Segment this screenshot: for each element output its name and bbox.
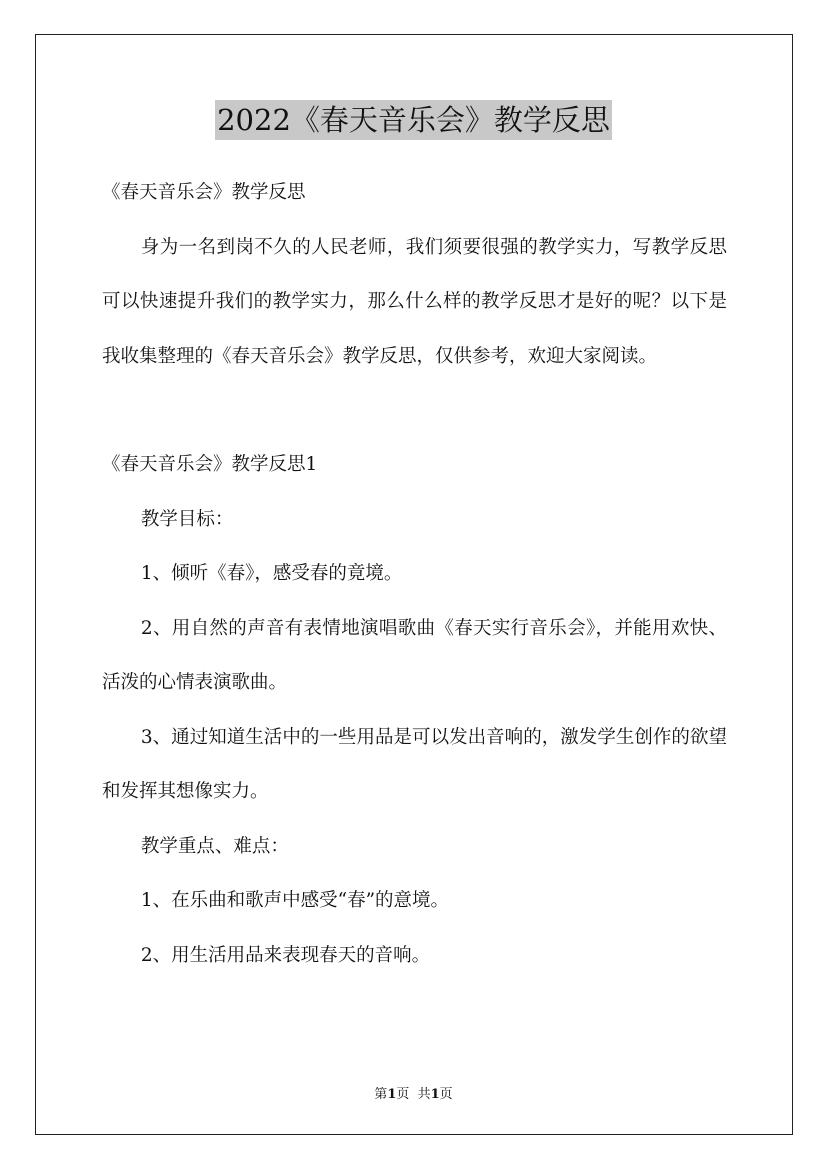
- document-title: 2022《春天音乐会》教学反思: [215, 100, 612, 140]
- footer-suffix: 页: [439, 1087, 453, 1102]
- title-container: [0, 100, 827, 140]
- footer-middle: 页 共: [396, 1087, 431, 1102]
- subtitle: 《春天音乐会》教学反思: [102, 182, 306, 203]
- intro-paragraph: 身为一名到岗不久的人民老师，我们须要很强的教学实力，写教学反思可以快速提升我们的教学实力，那么什么样的教学反思才是好的呢？以下是我收集整理的《春天音乐会》教学反思，仅供参考，欢迎大家阅读。: [102, 236, 727, 367]
- key-point-item: 2、用生活用品来表现春天的音响。: [140, 944, 431, 966]
- spacer: [102, 384, 727, 438]
- goal-item: 3、通过知道生活中的一些用品是可以发出音响的，激发学生创作的欲望和发挥其想像实力。: [102, 726, 727, 802]
- footer-page-number: 1: [387, 1087, 397, 1102]
- goal-item: 2、用自然的声音有表情地演唱歌曲《春天实行音乐会》，并能用欢快、活泼的心情表演歌曲。: [102, 617, 727, 693]
- key-point-item: 1、在乐曲和歌声中感受“春”的意境。: [140, 890, 450, 911]
- page-footer: [0, 1083, 827, 1102]
- document-body: [102, 166, 727, 983]
- goals-label: 教学目标：: [140, 508, 234, 530]
- goal-item: 1、倾听《春》，感受春的竟境。: [140, 563, 403, 584]
- key-points-label: 教学重点、难点：: [140, 835, 289, 857]
- footer-prefix: 第: [374, 1087, 388, 1102]
- footer-page-total: 1: [430, 1087, 440, 1102]
- section-heading: 《春天音乐会》教学反思1: [102, 454, 318, 475]
